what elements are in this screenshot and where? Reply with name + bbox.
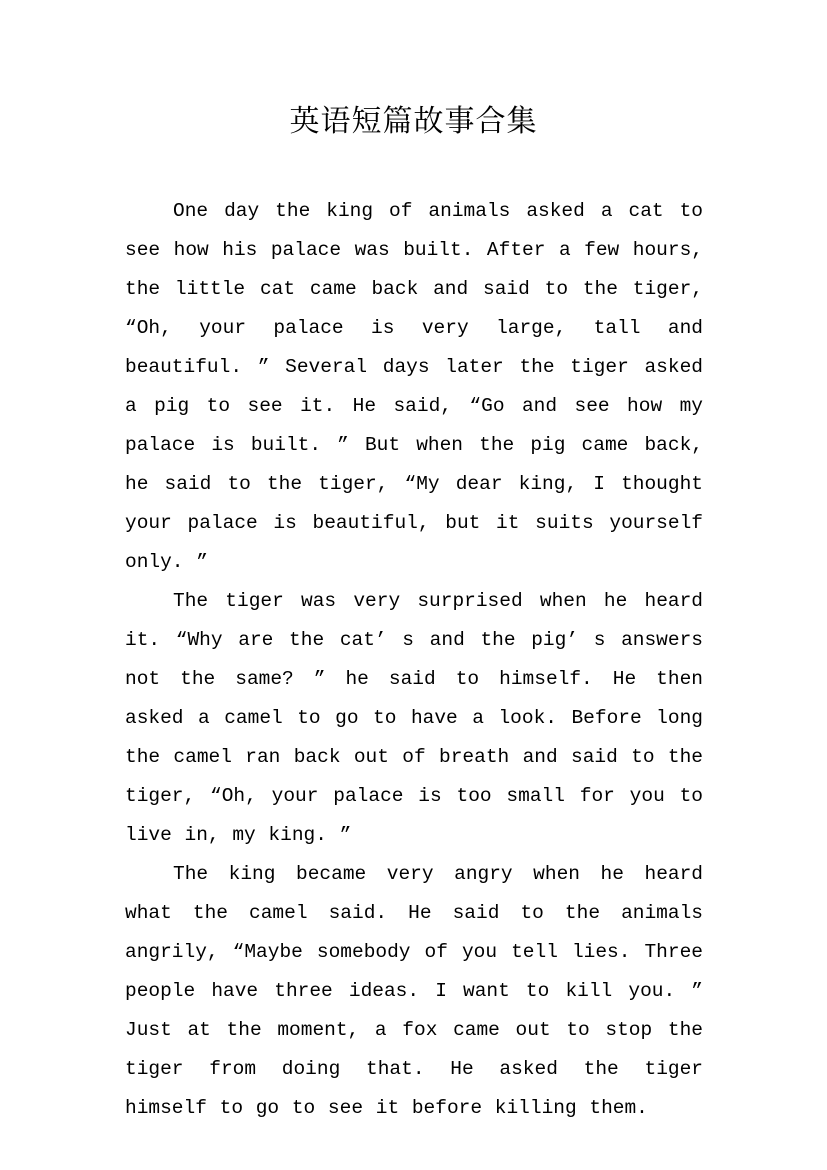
paragraph-2: The tiger was very surprised when he heard it. “Why are the cat’ s and the pig’ s answers not the same? ” he said to himself. He then asked a camel to go to have a look. Before long the camel ran back out of breath and said to the tiger, “Oh, your palace is too small for you to live in, my king. ” (125, 590, 703, 846)
paragraph-1: One day the king of animals asked a cat to see how his palace was built. After a few hours, the little cat came back and said to the tiger, “Oh, your palace is very large, tall and beautiful. ” Several days later the tiger asked a pig to see it. He said, “Go and see how my palace is built. ” But when the pig came back, he said to the tiger, “My dear king, I thought your palace is beautiful, but it suits yourself only. ” (125, 200, 703, 573)
document-title: 英语短篇故事合集 (289, 104, 538, 139)
document-body (125, 192, 703, 1128)
paragraph-3: The king became very angry when he heard what the camel said. He said to the animals angrily, “Maybe somebody of you tell lies. Three people have three ideas. I want to kill you. ” Just at the moment, a fox came out to stop the tiger from doing that. He asked the tiger himself to go to see it before killing them. (125, 863, 703, 1119)
